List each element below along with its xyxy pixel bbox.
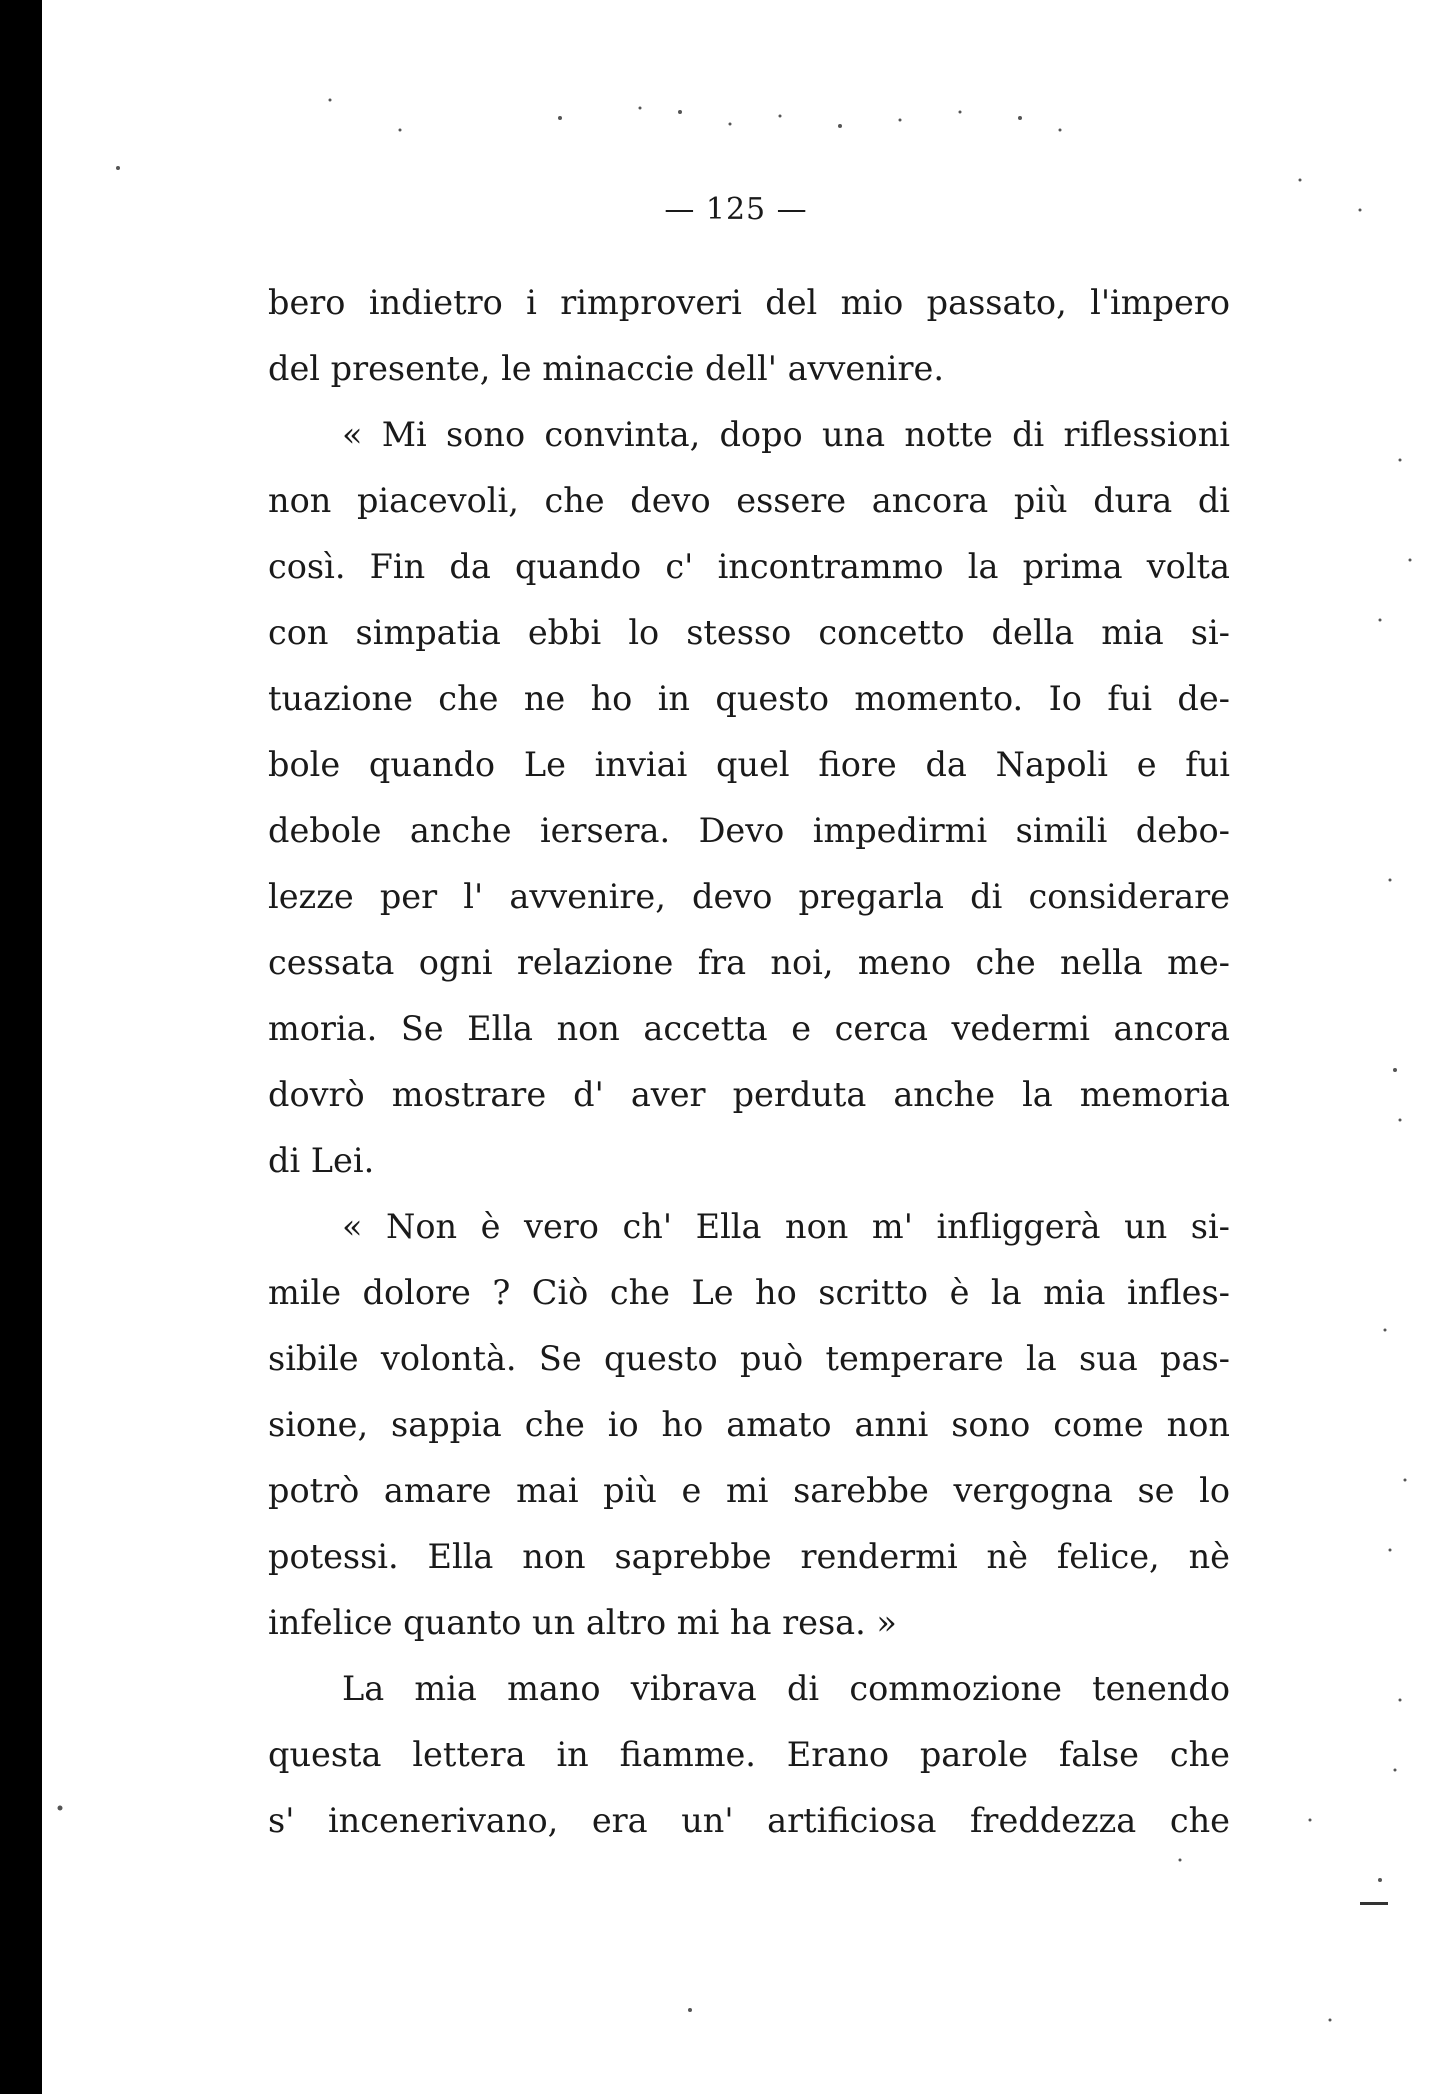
text-line: di Lei. — [268, 1141, 375, 1180]
text-line: non piacevoli, che devo essere ancora più dura di — [268, 481, 1230, 520]
body-text — [268, 270, 1230, 1854]
text-line: mile dolore ? Ciò che Le ho scritto è la mia infles- — [268, 1273, 1230, 1312]
text-line: con simpatia ebbi lo stesso concetto della mia si- — [268, 613, 1230, 652]
text-line: « Non è vero ch' Ella non m' infliggerà un si- — [342, 1207, 1230, 1246]
text-line: sione, sappia che io ho amato anni sono come non — [268, 1405, 1230, 1444]
text-line: tuazione che ne ho in questo momento. Io fui de- — [268, 679, 1230, 718]
text-line: lezze per l' avvenire, devo pregarla di considerare — [268, 877, 1230, 916]
text-line: debole anche iersera. Devo impedirmi simili debo- — [268, 811, 1230, 850]
text-line: moria. Se Ella non accetta e cerca vedermi ancora — [268, 1009, 1230, 1048]
text-line: cessata ogni relazione fra noi, meno che nella me- — [268, 943, 1230, 982]
text-line: bole quando Le inviai quel fiore da Napoli e fui — [268, 745, 1230, 784]
text-line: potrò amare mai più e mi sarebbe vergogna se lo — [268, 1471, 1230, 1510]
text-line: La mia mano vibrava di commozione tenendo — [342, 1669, 1230, 1708]
text-line: s' incenerivano, era un' artificiosa freddezza che — [268, 1801, 1230, 1840]
page-number: — 125 — — [664, 192, 808, 227]
text-line: « Mi sono convinta, dopo una notte di riflessioni — [342, 415, 1230, 454]
text-line: questa lettera in fiamme. Erano parole false che — [268, 1735, 1230, 1774]
text-line: sibile volontà. Se questo può temperare la sua pas- — [268, 1339, 1230, 1378]
text-line: dovrò mostrare d' aver perduta anche la memoria — [268, 1075, 1230, 1114]
text-line: potessi. Ella non saprebbe rendermi nè felice, nè — [268, 1537, 1230, 1576]
scan-black-edge — [0, 0, 42, 2094]
text-line: bero indietro i rimproveri del mio passato, l'impero — [268, 283, 1230, 322]
text-line: del presente, le minaccie dell' avvenire. — [268, 349, 945, 388]
text-line: così. Fin da quando c' incontrammo la prima volta — [268, 547, 1230, 586]
text-line: infelice quanto un altro mi ha resa. » — [268, 1603, 897, 1642]
